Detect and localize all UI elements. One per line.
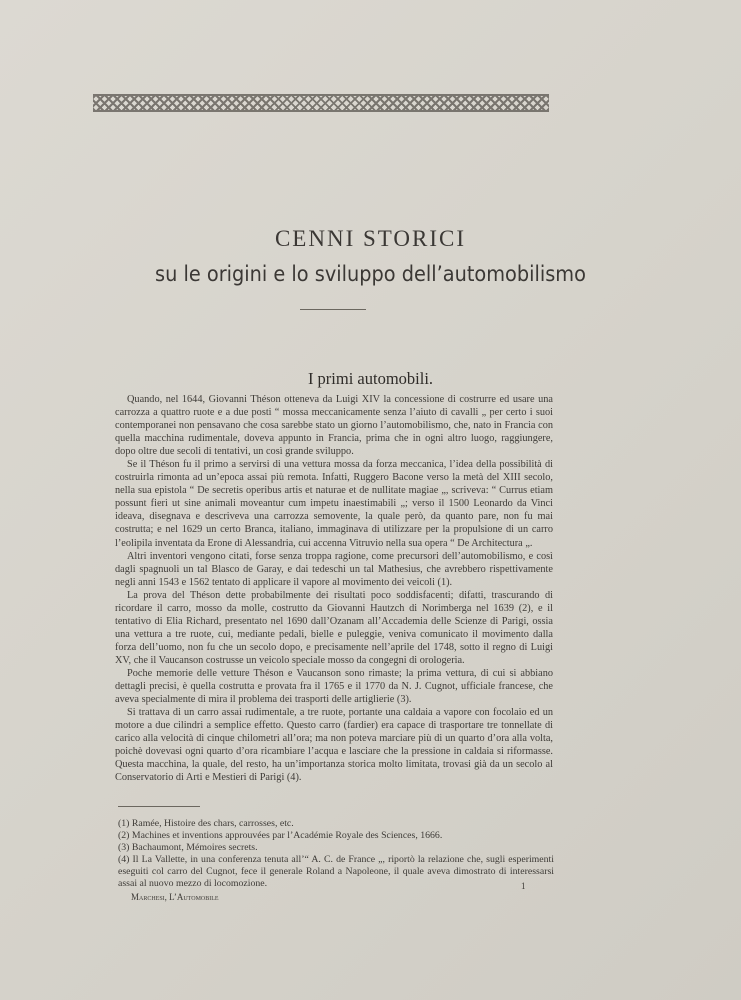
- footnote: (2) Machines et inventions approuvées par l’Académie Royale des Sciences, 1666.: [118, 830, 443, 841]
- paragraph: Quando, nel 1644, Giovanni Théson otteneva da Luigi XIV la concessione di costrurre ed usare una carrozza a quattro ruote e a due posti “ mossa meccanicamente senza l’aiuto di cavalli „ per certo i suoi contemporanei non pensavano che cosa sarebbe stato un giorno l’automobilismo, che, nato in Francia con quella macchina rudimentale, doveva appunto in Francia, prima che in ogni altro luogo, raggiungere, dopo oltre due secoli di tentativi, un così grande sviluppo.: [115, 394, 553, 458]
- body-text: [115, 393, 553, 784]
- paragraph: Si trattava di un carro assai rudimentale, a tre ruote, portante una caldaia a vapore con focolaio ed un motore a due cilindri a semplice effetto. Questo carro (fardier) era capace di trasportare tre tonnellate di carico alla velocità di cinque chilometri all’ora; ma non poteva marciare più di un quarto d’ora alla volta, poichè dovevasi ogni quarto d’ora ricambiare l’acqua e lasciare che la pressione in caldaia si riformasse. Questa macchina, la quale, del resto, ha un’importanza storica molto limitata, trovasi già da un secolo al Conservatorio di Arti e Mestieri di Parigi (4).: [115, 707, 553, 784]
- footnote-divider: [118, 806, 200, 807]
- page-title: CENNI STORICI: [274, 226, 467, 251]
- section-heading: I primi automobili.: [307, 369, 434, 388]
- footnotes: [118, 818, 554, 890]
- page-subtitle: su le origini e lo sviluppo dell’automobilismo: [155, 262, 586, 286]
- signature-number: 1: [521, 881, 526, 891]
- paragraph: Se il Théson fu il primo a servirsi di una vettura mossa da forza meccanica, l’idea della possibilità di costruirla rimonta ad un’epoca assai più remota. Infatti, Ruggero Bacone verso la metà del XIII secolo, nella sua epistola “ De secretis operibus artis et naturae et de nullitate magiae „, scriveva: “ Currus etiam possunt fieri ut sine animali moveantur cum impetu inaestimabili „; verso il 1500 Leonardo da Vinci ideava, disegnava e descriveva una carrozza semovente, la quale però, da quanto pare, non fu mai costrutta; e nel 1629 un certo Branca, italiano, immaginava di utilizzare per la propulsione di un carro l’eolipila inventata da Erone di Alessandria, cui accenna Vitruvio nella sua opera “ De Architectura „.: [115, 459, 553, 549]
- footnote: (3) Bachaumont, Mémoires secrets.: [118, 842, 258, 853]
- footnote: (1) Ramée, Histoire des chars, carrosses, etc.: [118, 818, 294, 829]
- footnote: (4) Il La Vallette, in una conferenza tenuta all’“ A. C. de France „, riportò la relazione che, sugli esperimenti eseguiti col carro del Cugnot, fece il generale Roland a Napoleone, il quale aveva dimostrato di interessarsi assai al nuovo mezzo di locomozione.: [118, 854, 554, 889]
- footer-signature: Marchesi, L’Automobile: [131, 892, 219, 902]
- paragraph: Altri inventori vengono citati, forse senza troppa ragione, come precursori dell’automobilismo, e così dagli spagnuoli un tal Blasco de Garay, e dai tedeschi un tal Mathesius, che avrebbero rispettivamente negli anni 1543 e 1562 tentato di applicare il vapore al movimento dei veicoli (1).: [115, 550, 553, 588]
- paragraph: La prova del Théson dette probabilmente dei risultati poco soddisfacenti; difatti, trascurando di ricordare il carro, mosso da molle, costrutto da Giovanni Hautzch di Norimberga nel 1639 (2), e il tentativo di Elia Richard, presentato nel 1690 dall’Ozanam all’Accademia delle Scienze di Parigi, ossia una vettura a tre ruote, cui, mediante pedali, bielle e puleggie, veniva comunicato il movimento dalla forza dell’uomo, non fu che un secolo dopo, e precisamente nell’aprile del 1748, sotto il regno di Luigi XV, che il Vaucanson costrusse un veicolo speciale mosso da congegni di orologeria.: [115, 589, 553, 666]
- title-divider: [300, 309, 366, 310]
- paragraph: Poche memorie delle vetture Théson e Vaucanson sono rimaste; la prima vettura, di cui si abbiano dettagli precisi, è quella costrutta e provata fra il 1765 e il 1770 da N. J. Cugnot, ufficiale francese, che aveva specialmente di mira il problema dei trasporti delle artiglierie (3).: [115, 667, 553, 706]
- ornamental-border: [93, 94, 549, 112]
